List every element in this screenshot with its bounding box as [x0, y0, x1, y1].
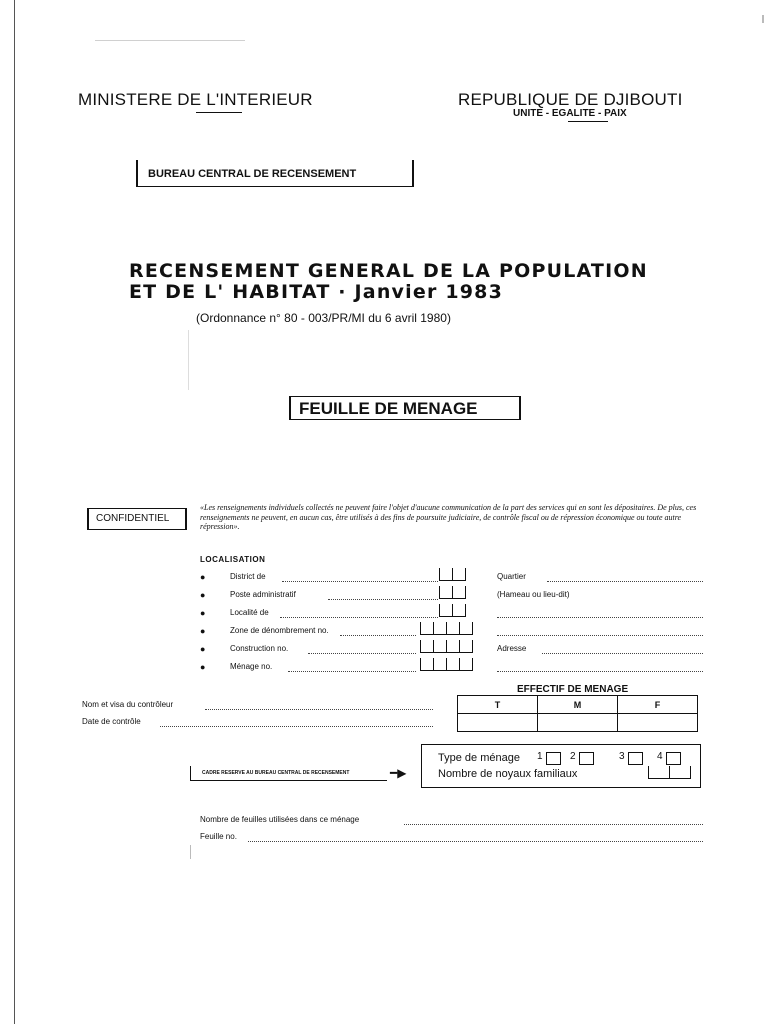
- scan-noise: [762, 15, 764, 23]
- census-title-line1: RECENSEMENT GENERAL DE LA POPULATION: [129, 260, 648, 282]
- field-localite-label: Localité de: [230, 608, 269, 617]
- republic-heading: REPUBLIQUE DE DJIBOUTI: [458, 90, 683, 109]
- adresse-label: Adresse: [497, 644, 527, 653]
- quartier-dots[interactable]: [547, 581, 703, 582]
- confidential-label: CONFIDENTIEL: [96, 513, 170, 524]
- feuille-no-dots[interactable]: [248, 841, 703, 842]
- motto-underline: [568, 121, 608, 122]
- bullet-icon: ●: [200, 572, 206, 582]
- field-district-dots: [282, 581, 438, 582]
- type-option-4-checkbox[interactable]: [666, 752, 681, 765]
- field-zone-label: Zone de dénombrement no.: [230, 626, 329, 635]
- adresse-dots[interactable]: [542, 653, 703, 654]
- field-poste-dots: [328, 599, 438, 600]
- effectif-value-m[interactable]: [537, 714, 617, 732]
- controleur-dots[interactable]: [205, 709, 433, 710]
- field-poste-label: Poste administratif: [230, 590, 296, 599]
- effectif-col-m: M: [537, 696, 617, 714]
- hameau-label: (Hameau ou lieu-dit): [497, 590, 570, 599]
- field-zone-dots: [340, 635, 416, 636]
- scan-noise: [95, 40, 245, 41]
- zone-right-dots[interactable]: [497, 635, 703, 636]
- district-code-cells[interactable]: [439, 568, 466, 581]
- nombre-feuilles-dots[interactable]: [404, 824, 703, 825]
- type-menage-label: Type de ménage: [438, 752, 520, 764]
- date-controle-dots[interactable]: [160, 726, 433, 727]
- ordonnance-reference: (Ordonnance n° 80 - 003/PR/MI du 6 avril 1980): [196, 311, 451, 325]
- effectif-value-t[interactable]: [458, 714, 538, 732]
- bureau-label: BUREAU CENTRAL DE RECENSEMENT: [148, 168, 357, 180]
- field-construction-label: Construction no.: [230, 644, 289, 653]
- effectif-col-f: F: [618, 696, 698, 714]
- confidentiality-notice: «Les renseignements individuels collectés ne peuvent faire l'objet d'aucune communication de la part des services qui en sont les dépositaires. De plus, ces renseignements ne peuvent, en aucun cas, être utilisés à des fins de poursuite judiciaire, de contrôle fiscal ou de répression économique ou toute autre répression».: [200, 503, 697, 531]
- localite-right-dots[interactable]: [497, 617, 703, 618]
- localite-code-cells[interactable]: [439, 604, 466, 617]
- type-option-3-checkbox[interactable]: [628, 752, 643, 765]
- noyaux-code-cells[interactable]: [648, 766, 691, 779]
- ministry-heading: MINISTERE DE L'INTERIEUR: [78, 90, 313, 109]
- form-title: FEUILLE DE MENAGE: [299, 399, 478, 418]
- type-option-2-label: 2: [570, 751, 576, 762]
- bullet-icon: ●: [200, 626, 206, 636]
- bullet-icon: ●: [200, 608, 206, 618]
- poste-code-cells[interactable]: [439, 586, 466, 599]
- page-left-edge: [14, 0, 15, 1024]
- field-district-label: District de: [230, 572, 266, 581]
- type-option-2-checkbox[interactable]: [579, 752, 594, 765]
- zone-code-cells[interactable]: [420, 622, 473, 635]
- effectif-title: EFFECTIF DE MENAGE: [517, 684, 629, 695]
- quartier-label: Quartier: [497, 572, 526, 581]
- effectif-col-t: T: [458, 696, 538, 714]
- type-option-4-label: 4: [657, 751, 663, 762]
- type-option-3-label: 3: [619, 751, 625, 762]
- menage-code-cells[interactable]: [420, 658, 473, 671]
- type-option-1-checkbox[interactable]: [546, 752, 561, 765]
- effectif-value-f[interactable]: [618, 714, 698, 732]
- field-localite-dots: [280, 617, 438, 618]
- field-construction-dots: [308, 653, 416, 654]
- arrow-right-icon: ━▶: [390, 766, 407, 780]
- type-option-1-label: 1: [537, 751, 543, 762]
- menage-right-dots[interactable]: [497, 671, 703, 672]
- republic-motto: UNITE - EGALITE - PAIX: [513, 108, 627, 119]
- construction-code-cells[interactable]: [420, 640, 473, 653]
- localisation-title: LOCALISATION: [200, 555, 266, 564]
- field-menage-dots: [288, 671, 416, 672]
- nombre-feuilles-label: Nombre de feuilles utilisées dans ce ménage: [200, 815, 360, 824]
- census-title-line2: ET DE L' HABITAT · Janvier 1983: [129, 281, 504, 303]
- bullet-icon: ●: [200, 644, 206, 654]
- noyaux-label: Nombre de noyaux familiaux: [438, 768, 578, 780]
- bullet-icon: ●: [200, 662, 206, 672]
- effectif-table: [457, 695, 698, 732]
- feuille-no-label: Feuille no.: [200, 832, 237, 841]
- bullet-icon: ●: [200, 590, 206, 600]
- ministry-underline: [196, 112, 242, 113]
- scan-noise: [188, 330, 189, 390]
- scan-noise: [190, 845, 191, 859]
- cadre-label: CADRE RESERVE AU BUREAU CENTRAL DE RECENSEMENT: [202, 770, 350, 776]
- controleur-label: Nom et visa du contrôleur: [82, 700, 174, 709]
- field-menage-label: Ménage no.: [230, 662, 273, 671]
- date-controle-label: Date de contrôle: [82, 717, 141, 726]
